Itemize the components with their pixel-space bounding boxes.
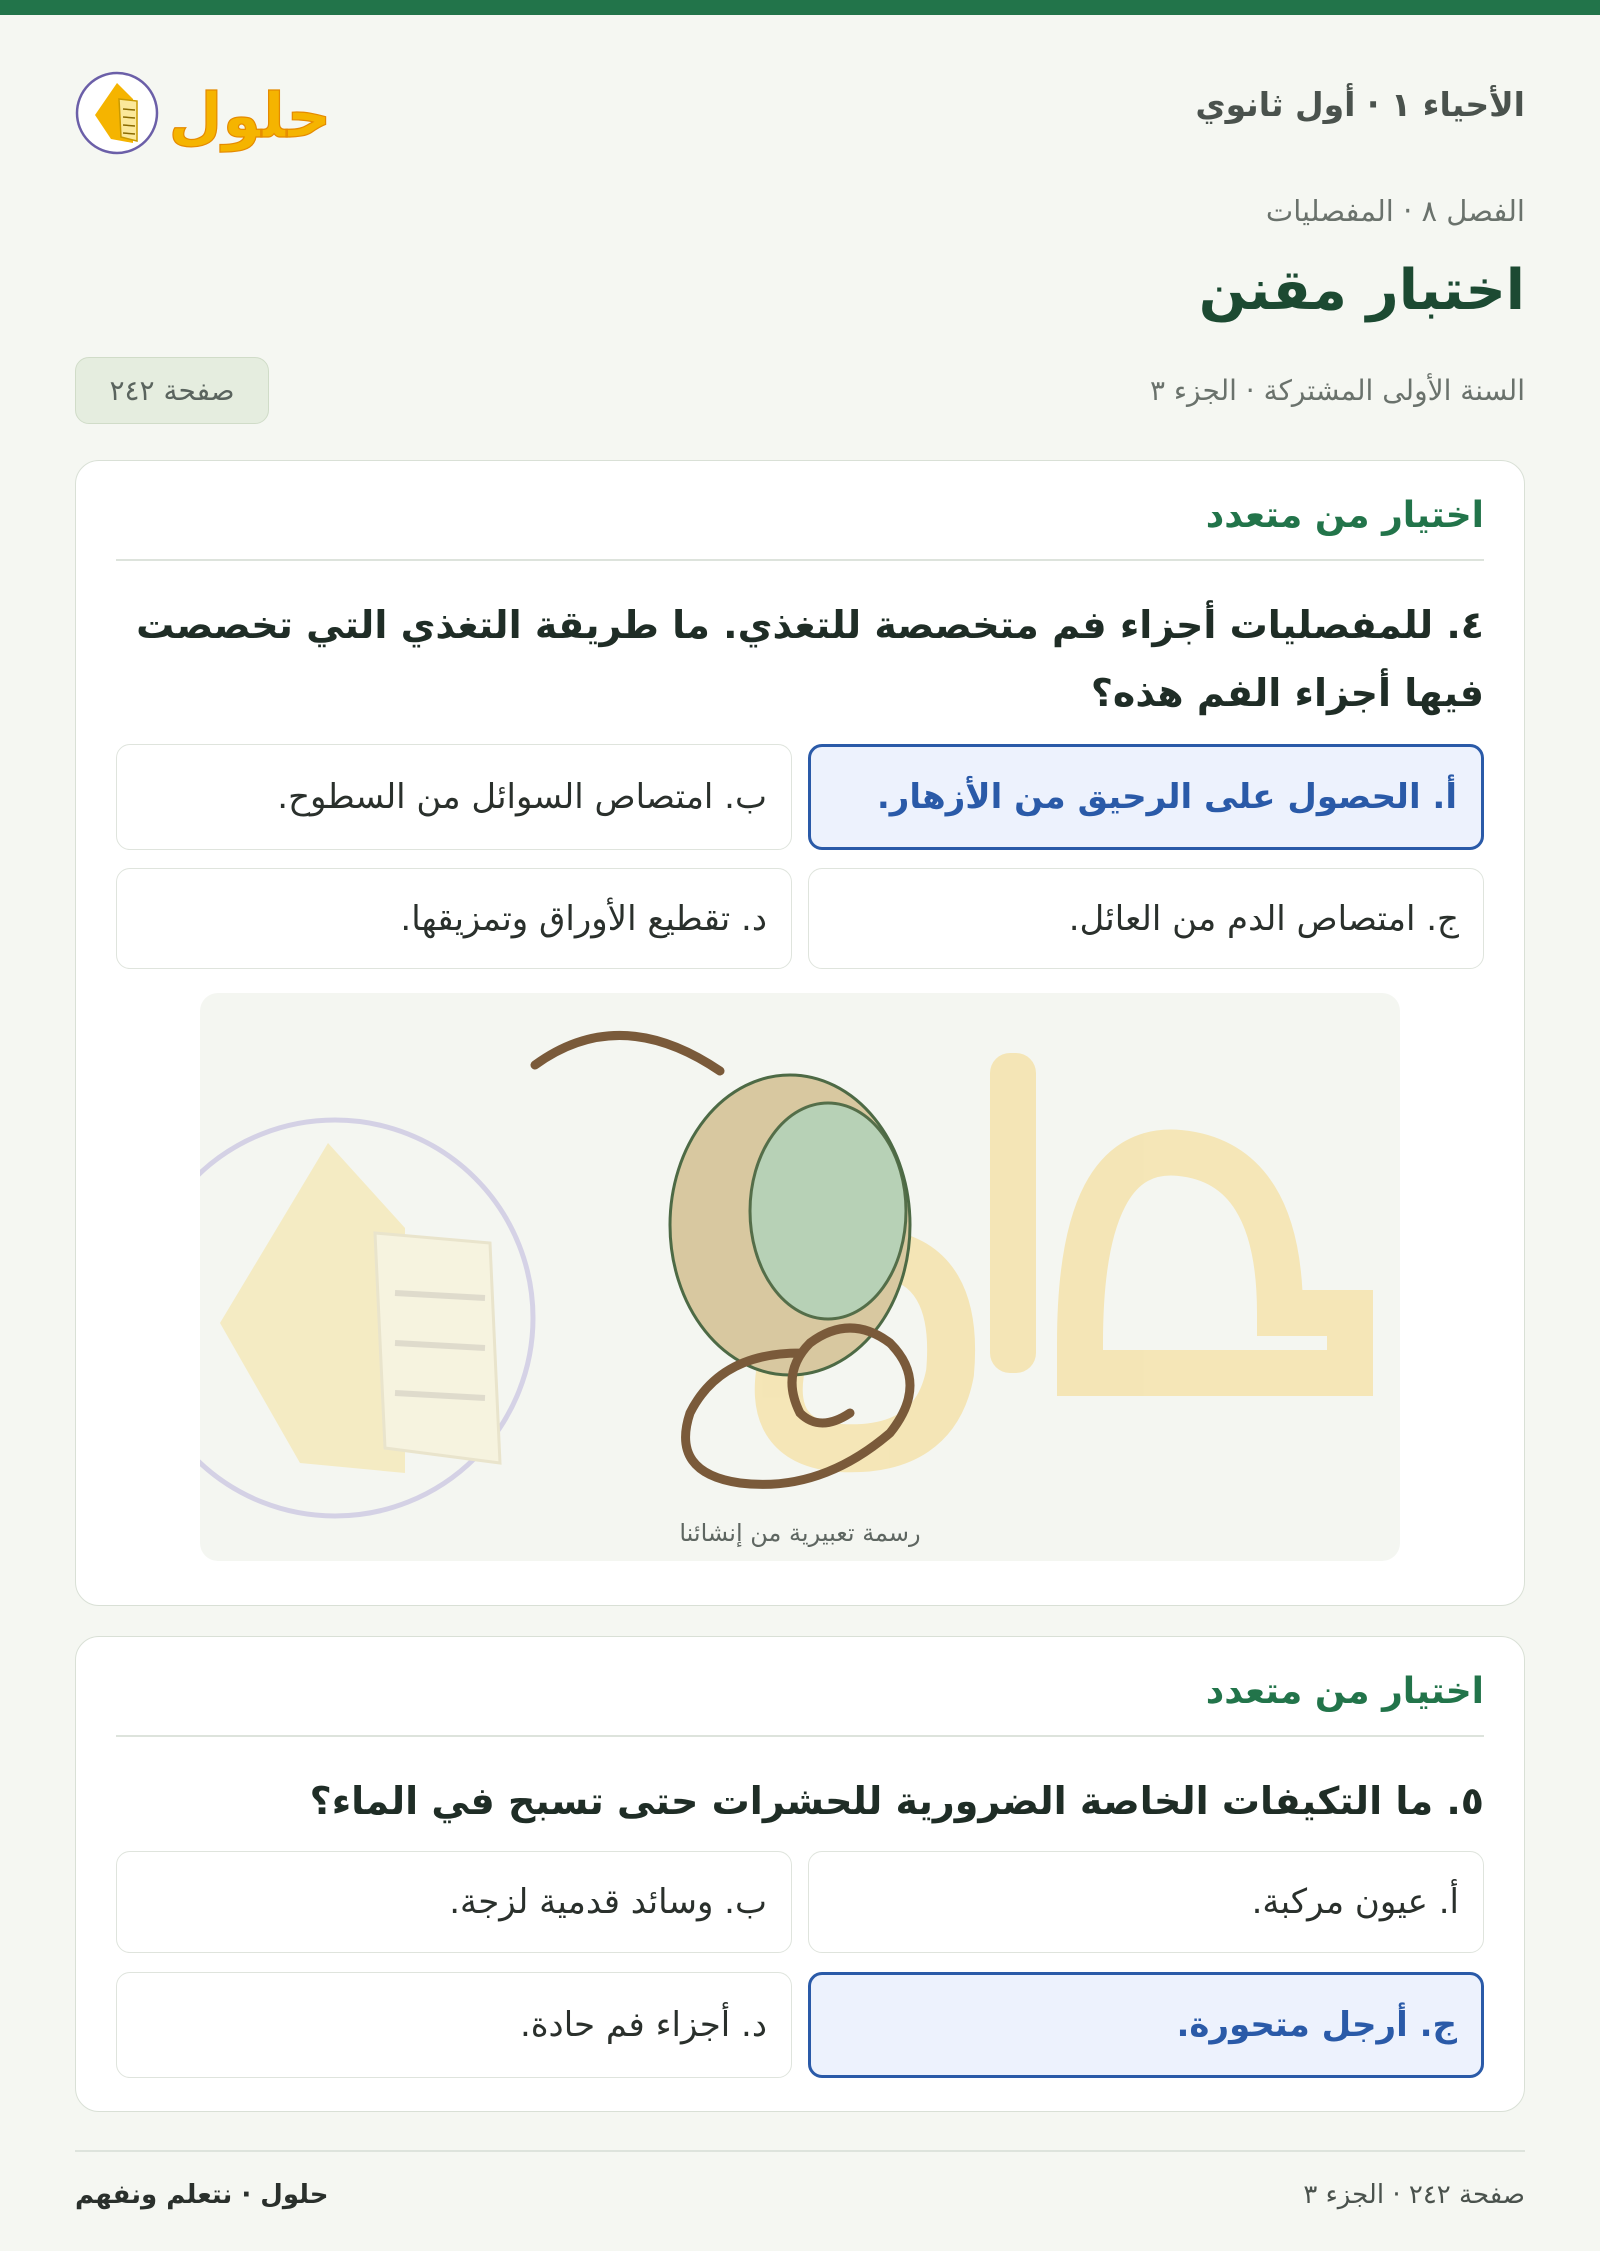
page-number-badge: صفحة ٢٤٢ (75, 357, 269, 424)
footer-page-info: صفحة ٢٤٢ · الجزء ٣ (1303, 2180, 1525, 2210)
question-card-5 (75, 1636, 1525, 2112)
figure-caption: رسمة تعبيرية من إنشائنا (679, 1519, 921, 1547)
option-c[interactable]: ج. أرجل متحورة. (808, 1972, 1484, 2078)
option-d[interactable]: د. أجزاء فم حادة. (116, 1972, 792, 2078)
chapter-label: الفصل ٨ · المفصليات (1265, 194, 1525, 228)
page-title: اختبار مقنن (1198, 258, 1525, 323)
mouthparts-illustration (200, 993, 1400, 1561)
logo-wordmark: حلول (168, 79, 332, 152)
logo-graphic (75, 55, 335, 165)
option-b[interactable]: ب. وسائد قدمية لزجة. (116, 1851, 792, 1953)
site-logo[interactable] (75, 55, 335, 165)
footer-divider (75, 2150, 1525, 2152)
option-c[interactable]: ج. امتصاص الدم من العائل. (808, 868, 1484, 969)
option-a[interactable]: أ. عيون مركبة. (808, 1851, 1484, 1953)
question-text: ٥. ما التكيفات الخاصة الضرورية للحشرات حتى تسبح في الماء؟ (309, 1779, 1484, 1823)
eye-shape (750, 1103, 906, 1319)
divider (116, 559, 1484, 561)
question-type-label: اختيار من متعدد (1205, 1671, 1484, 1712)
antenna-curve (535, 1035, 720, 1071)
question-text: ٤. للمفصليات أجزاء فم متخصصة للتغذي. ما طريقة التغذي التي تخصصت فيها أجزاء الفم هذه؟ (136, 603, 1484, 715)
option-a[interactable]: أ. الحصول على الرحيق من الأزهار. (808, 744, 1484, 850)
option-d[interactable]: د. تقطيع الأوراق وتمزيقها. (116, 868, 792, 969)
top-accent-bar (0, 0, 1600, 15)
illustration-figure (200, 993, 1400, 1561)
divider (116, 1735, 1484, 1737)
page-header (75, 55, 1525, 175)
footer-brand: حلول · نتعلم ونفهم (75, 2180, 329, 2210)
question-card-4 (75, 460, 1525, 1606)
edition-label: السنة الأولى المشتركة · الجزء ٣ (1149, 374, 1525, 407)
question-type-label: اختيار من متعدد (1205, 495, 1484, 536)
subject-title: الأحياء ١ · أول ثانوي (1195, 85, 1525, 124)
option-b[interactable]: ب. امتصاص السوائل من السطوح. (116, 744, 792, 850)
